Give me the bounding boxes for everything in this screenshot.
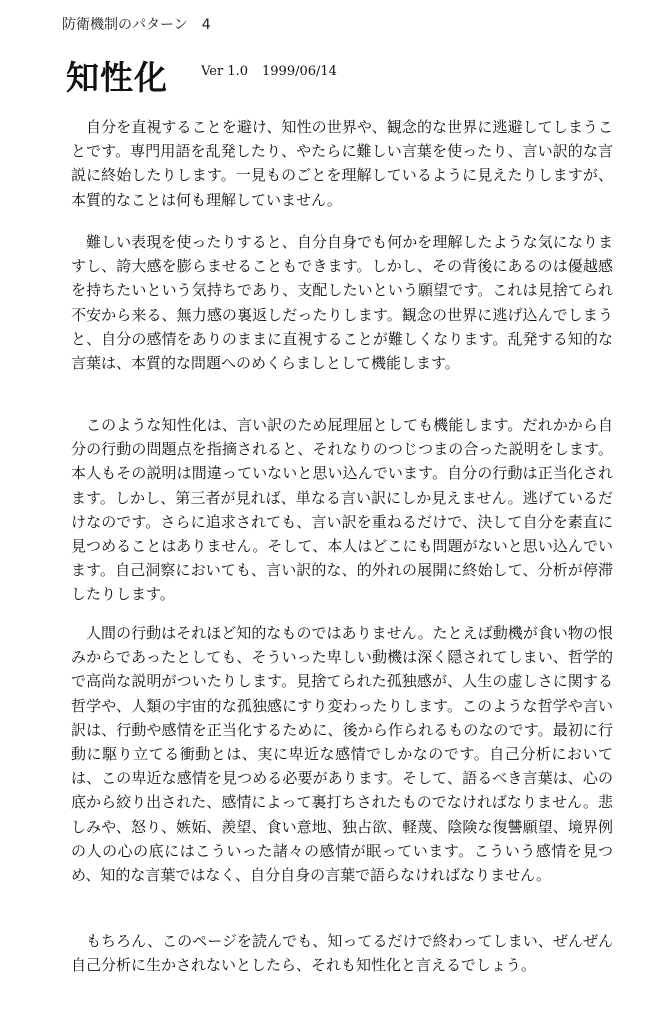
page-number: 4	[201, 17, 211, 33]
page-header	[62, 14, 211, 34]
book-title: 防衛機制のパターン	[62, 17, 188, 33]
publish-date: 1999/06/14	[262, 64, 337, 79]
paragraph-2: 難しい表現を使ったりすると、自分自身でも何かを理解したような気になりますし、誇大感を膨らませることもできます。しかし、その背後にあるのは優越感を持ちたいという気持ちであり、支配したいという願望です。これは見捨てられ不安から来る、無力感の裏返しだったりします。観念の世界に逃げ込んでしまうと、自分の感情をありのままに直視することが難しくなります。乱発する知的な言葉は、本質的な問題へのめくらましとして機能します。	[71, 233, 613, 373]
paragraph-4: 人間の行動はそれほど知的なものではありません。たとえば動機が食い物の恨みからであったとしても、そういった卑しい動機は深く隠されてしまい、哲学的で高尚な説明がついたりします。見捨てられた孤独感が、人生の虚しさに関する哲学や、人類の宇宙的な孤独感にすり変わったりします。このような哲学や言い訳は、行動や感情を正当化するために、後から作られるものなのです。最初に行動に駆り立てる衝動とは、実に卑近な感情でしかなのです。自己分析においては、この卑近な感情を見つめる必要があります。そして、語るべき言葉は、心の底から絞り出された、感情によって裏打ちされたものでなければなりません。悲しみや、怒り、嫉妬、羨望、食い意地、独占欲、軽蔑、陰険な復讐願望、境界例の人の心の底にはこういった諸々の感情が眠っています。こういう感情を見つめ、知的な言葉ではなく、自分自身の言葉で語らなければなりません。	[71, 624, 613, 885]
paragraph-1: 自分を直視することを避け、知性の世界や、観念的な世界に逃避してしまうことです。専門用語を乱発したり、やたらに難しい言葉を使ったり、言い訳的な言説に終始したりします。一見ものごとを理解しているように見えたりしますが、本質的なことは何も理解していません。	[71, 118, 613, 209]
page-title: 知性化	[66, 58, 168, 97]
title-row	[66, 52, 337, 99]
version-label: Ver 1.0	[201, 64, 249, 79]
paragraph-3: このような知性化は、言い訳のため屁理屈としても機能します。だれかから自分の行動の問題点を指摘されると、それなりのつじつまの合った説明をします。本人もその説明は間違っていないと思い込んでいます。自分の行動は正当化されます。しかし、第三者が見れば、単なる言い訳にしか見えません。逃げているだけなのです。さらに追求されても、言い訳を重ねるだけで、決して自分を素直に見つめることはありません。そして、本人はどこにも問題がないと思い込んでいます。自己洞察においても、言い訳的な、的外れの展開に終始して、分析が停滞したりします。	[71, 416, 613, 604]
paragraph-5: もちろん、このページを読んでも、知ってるだけで終わってしまい、ぜんぜん自己分析に生かされないとしたら、それも知性化と言えるでしょう。	[71, 932, 613, 975]
version-info	[201, 64, 337, 79]
